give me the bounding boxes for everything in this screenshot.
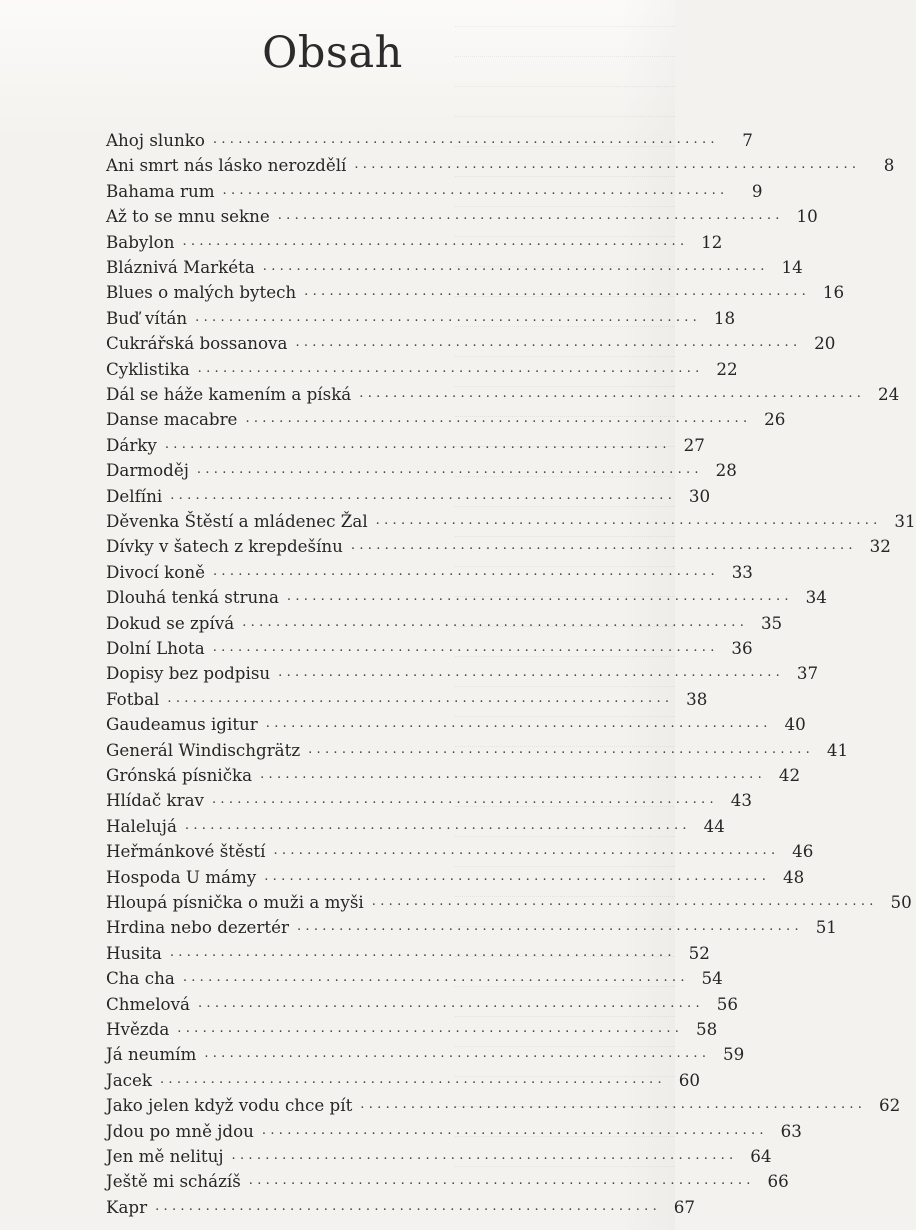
entry-page-number: 43 — [730, 790, 752, 811]
entry-page-number: 27 — [683, 434, 705, 455]
entry-title: Hlídač krav — [106, 790, 204, 811]
entry-title: Divocí koně — [106, 561, 205, 582]
entry-page-number: 59 — [723, 1044, 745, 1065]
entry-page-number: 36 — [731, 638, 753, 658]
entry-page-number: 56 — [716, 993, 738, 1014]
dot-leader: ............................................................ — [169, 944, 676, 960]
dot-leader: ............................................................ — [212, 640, 719, 655]
entry-page-number: 64 — [750, 1146, 772, 1166]
entry-page-number: 44 — [703, 815, 725, 836]
dot-leader: ............................................................ — [265, 716, 772, 732]
toc-entry — [106, 534, 891, 559]
toc-entry — [106, 306, 736, 331]
entry-title: Blues o malých bytech — [106, 282, 297, 303]
entry-page-number: 22 — [716, 358, 738, 379]
dot-leader: ............................................................ — [360, 1097, 867, 1113]
entry-page-number: 48 — [782, 866, 805, 887]
dot-leader: ............................................................ — [295, 335, 802, 351]
toc-entry — [106, 763, 801, 788]
entry-page-number: 14 — [781, 257, 803, 277]
entry-title: Dokud se zpívá — [106, 612, 235, 633]
entry-title: Grónská písnička — [106, 765, 253, 785]
dot-leader: ............................................................ — [170, 487, 677, 503]
toc-entry — [106, 1144, 772, 1169]
entry-page-number: 50 — [890, 892, 912, 912]
toc-entry — [106, 941, 710, 966]
entry-title: Ještě mi scházíš — [106, 1171, 241, 1192]
toc-entry — [106, 331, 836, 356]
entry-page-number: 42 — [778, 765, 801, 785]
toc-entry — [106, 814, 725, 839]
dot-leader: ............................................................ — [261, 1122, 768, 1138]
toc-entry — [106, 458, 737, 483]
dot-leader: ............................................................ — [197, 995, 704, 1011]
toc-entry — [106, 992, 738, 1017]
toc-entry — [106, 204, 818, 229]
toc-entry — [106, 865, 805, 890]
toc-entry — [106, 255, 803, 280]
dot-leader: ............................................................ — [184, 817, 691, 833]
entry-title: Kapr — [106, 1196, 148, 1217]
entry-title: Gaudeamus igitur — [106, 714, 258, 735]
dot-leader: ............................................................ — [212, 563, 719, 579]
entry-page-number: 67 — [673, 1196, 696, 1217]
entry-title: Dívky v šatech z krepdešínu — [106, 536, 343, 557]
dot-leader: ............................................................ — [286, 589, 793, 605]
entry-title: Dlouhá tenká struna — [106, 587, 279, 608]
entry-title: Hloupá písnička o muži a myši — [106, 892, 364, 912]
entry-page-number: 46 — [792, 841, 814, 862]
toc-entry — [106, 484, 711, 509]
entry-title: Hvězda — [106, 1019, 170, 1039]
entry-page-number: 24 — [877, 384, 900, 404]
entry-title: Chmelová — [106, 993, 190, 1014]
toc-entry — [106, 357, 738, 382]
entry-page-number: 7 — [742, 130, 753, 150]
toc-entry — [106, 179, 763, 204]
entry-page-number: 38 — [686, 688, 708, 709]
toc-entry — [106, 153, 895, 178]
dot-leader: ............................................................ — [211, 792, 718, 808]
dot-leader: ............................................................ — [262, 259, 769, 274]
entry-page-number: 51 — [815, 917, 837, 938]
entry-page-number: 28 — [715, 460, 737, 481]
entry-page-number: 10 — [796, 206, 818, 227]
page-title: Obsah — [262, 28, 403, 78]
dot-leader: ............................................................ — [371, 894, 878, 909]
entry-title: Jdou po mně jdou — [106, 1120, 254, 1141]
dot-leader: ............................................................ — [204, 1046, 711, 1062]
entry-title: Babylon — [106, 231, 175, 252]
entry-title: Halelujá — [106, 815, 177, 836]
dot-leader: ............................................................ — [222, 182, 729, 198]
entry-title: Cha cha — [106, 968, 175, 989]
toc-entry — [106, 1093, 901, 1118]
dot-leader: ............................................................ — [248, 1173, 755, 1189]
dot-leader: ............................................................ — [197, 360, 704, 376]
dot-leader: ............................................................ — [354, 157, 861, 173]
dot-leader: ............................................................ — [264, 868, 771, 884]
entry-page-number: 60 — [678, 1069, 700, 1090]
entry-page-number: 26 — [764, 409, 786, 430]
entry-title: Jen mě nelituj — [106, 1146, 224, 1166]
entry-title: Bláznivá Markéta — [106, 257, 255, 277]
entry-page-number: 66 — [767, 1171, 789, 1192]
dot-leader: ............................................................ — [182, 233, 689, 249]
toc-entry — [106, 915, 837, 940]
toc-entry — [106, 636, 753, 661]
toc-entry — [106, 712, 806, 737]
toc-entry — [106, 661, 819, 686]
entry-page-number: 40 — [784, 714, 806, 735]
dot-leader: ............................................................ — [196, 462, 703, 478]
dot-leader: ............................................................ — [159, 1071, 666, 1087]
dot-leader: ............................................................ — [277, 208, 784, 224]
entry-title: Generál Windischgrätz — [106, 739, 301, 760]
entry-title: Ahoj slunko — [106, 130, 205, 150]
entry-title: Jako jelen když vodu chce pít — [106, 1095, 353, 1116]
toc-entry — [106, 839, 814, 864]
toc-entry — [106, 890, 912, 915]
toc-entry — [106, 1017, 718, 1042]
dot-leader: ............................................................ — [164, 436, 671, 452]
dot-leader: ............................................................ — [182, 970, 689, 986]
dot-leader: ............................................................ — [195, 309, 702, 325]
entry-page-number: 58 — [696, 1019, 718, 1039]
entry-title: Já neumím — [106, 1044, 197, 1065]
dot-leader: ............................................................ — [242, 614, 749, 630]
entry-title: Ani smrt nás lásko nerozdělí — [106, 155, 347, 176]
toc-entry — [106, 738, 849, 763]
toc-entry — [106, 433, 705, 458]
dot-leader: ............................................................ — [278, 665, 785, 681]
dot-leader: ............................................................ — [350, 538, 857, 554]
dot-leader: ............................................................ — [212, 132, 719, 147]
entry-title: Bahama rum — [106, 180, 215, 201]
entry-page-number: 32 — [869, 536, 891, 557]
toc-entry — [106, 1068, 700, 1093]
toc-entry — [106, 407, 786, 432]
toc-entry — [106, 611, 783, 636]
toc-entry — [106, 1119, 802, 1144]
entry-page-number: 18 — [713, 307, 736, 328]
entry-title: Cyklistika — [106, 358, 190, 379]
entry-title: Dárky — [106, 434, 157, 455]
toc-entry — [106, 1169, 789, 1194]
entry-title: Až to se mnu sekne — [106, 206, 270, 227]
toc-entry — [106, 585, 827, 610]
entry-page-number: 52 — [688, 942, 710, 963]
entry-title: Cukrářská bossanova — [106, 333, 288, 354]
entry-title: Hrdina nebo dezertér — [106, 917, 289, 938]
toc-entry — [106, 560, 753, 585]
entry-page-number: 12 — [701, 231, 723, 252]
entry-title: Heřmánkové štěstí — [106, 841, 266, 862]
toc-entry — [106, 280, 845, 305]
dot-leader: ............................................................ — [177, 1021, 684, 1036]
entry-title: Jacek — [106, 1069, 152, 1090]
dot-leader: ............................................................ — [359, 386, 866, 401]
entry-title: Darmoděj — [106, 460, 189, 481]
dot-leader: ............................................................ — [375, 513, 882, 528]
entry-page-number: 16 — [822, 282, 845, 303]
entry-page-number: 35 — [760, 612, 783, 633]
entry-page-number: 62 — [879, 1095, 901, 1116]
bleed-line — [455, 116, 675, 125]
dot-leader: ............................................................ — [167, 690, 674, 706]
dot-leader: ............................................................ — [260, 767, 767, 782]
toc-entry — [106, 1042, 745, 1067]
toc-entry — [106, 788, 752, 813]
dot-leader: ............................................................ — [245, 411, 752, 427]
dot-leader: ............................................................ — [273, 843, 780, 859]
toc-entry — [106, 509, 916, 534]
entry-title: Delfíni — [106, 485, 163, 506]
toc-entry — [106, 230, 723, 255]
toc-entry — [106, 382, 900, 407]
entry-title: Buď vítán — [106, 307, 188, 328]
entry-page-number: 8 — [883, 155, 895, 176]
entry-page-number: 31 — [894, 511, 916, 531]
entry-page-number: 9 — [751, 180, 763, 201]
bleed-line — [455, 86, 675, 95]
entry-page-number: 20 — [814, 333, 836, 354]
toc-entry — [106, 687, 708, 712]
entry-page-number: 34 — [805, 587, 827, 608]
entry-title: Dopisy bez podpisu — [106, 663, 271, 684]
entry-title: Danse macabre — [106, 409, 238, 430]
entry-title: Dál se háže kamením a píská — [106, 384, 352, 404]
entry-page-number: 41 — [826, 739, 849, 760]
toc-entry — [106, 966, 723, 991]
toc-entry — [106, 128, 753, 153]
entry-page-number: 37 — [796, 663, 819, 684]
entry-title: Dolní Lhota — [106, 638, 205, 658]
dot-leader: ............................................................ — [155, 1198, 662, 1214]
entry-title: Děvenka Štěstí a mládenec Žal — [106, 511, 368, 531]
dot-leader: ............................................................ — [304, 284, 811, 300]
entry-page-number: 54 — [701, 968, 723, 989]
dot-leader: ............................................................ — [308, 741, 815, 757]
entry-title: Fotbal — [106, 688, 160, 709]
dot-leader: ............................................................ — [296, 919, 803, 935]
entry-title: Hospoda U mámy — [106, 866, 257, 887]
table-of-contents — [106, 128, 916, 1223]
entry-title: Husita — [106, 942, 162, 963]
toc-entry — [106, 1195, 696, 1220]
dot-leader: ............................................................ — [231, 1148, 738, 1163]
entry-page-number: 63 — [780, 1120, 802, 1141]
entry-page-number: 30 — [688, 485, 711, 506]
entry-page-number: 33 — [731, 561, 753, 582]
